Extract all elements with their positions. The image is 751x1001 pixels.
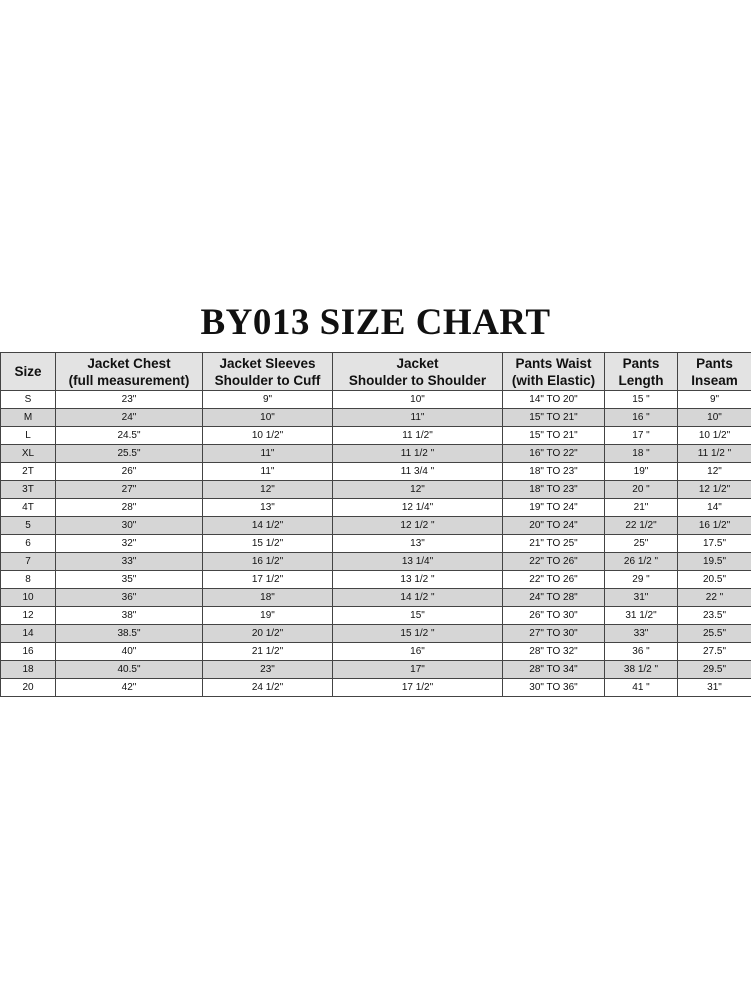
jacket-chest-cell: 38.5": [56, 625, 203, 643]
pants-length-cell: 17 ": [605, 427, 678, 445]
pants-length-cell: 31": [605, 589, 678, 607]
jacket-shoulder-cell: 15": [333, 607, 503, 625]
pants-inseam-cell: 29.5": [678, 661, 751, 679]
pants-waist-cell: 16" TO 22": [503, 445, 605, 463]
pants-length-cell: 18 ": [605, 445, 678, 463]
jacket-sleeves-cell: 18": [203, 589, 333, 607]
size-cell: 5: [1, 517, 56, 535]
jacket-shoulder-cell: 16": [333, 643, 503, 661]
header-row: [1, 353, 751, 391]
column-header-line1: Jacket Chest: [87, 355, 171, 371]
table-row: [1, 463, 751, 481]
table-row: [1, 553, 751, 571]
column-header-line1: Jacket: [396, 355, 439, 371]
jacket-shoulder-cell: 12 1/2 ": [333, 517, 503, 535]
pants-waist-cell: 14" TO 20": [503, 391, 605, 409]
pants-length-cell: 26 1/2 ": [605, 553, 678, 571]
jacket-sleeves-cell: 15 1/2": [203, 535, 333, 553]
pants-length-cell: 20 ": [605, 481, 678, 499]
jacket-shoulder-cell: 13": [333, 535, 503, 553]
jacket-sleeves-cell: 10 1/2": [203, 427, 333, 445]
pants-waist-cell: 26" TO 30": [503, 607, 605, 625]
table-row: [1, 445, 751, 463]
jacket-sleeves-cell: 12": [203, 481, 333, 499]
jacket-shoulder-cell: 11 3/4 ": [333, 463, 503, 481]
table-row: [1, 643, 751, 661]
jacket-shoulder-cell: 11": [333, 409, 503, 427]
jacket-shoulder-cell: 12 1/4": [333, 499, 503, 517]
pants-inseam-cell: 27.5": [678, 643, 751, 661]
pants-waist-cell: 22" TO 26": [503, 571, 605, 589]
pants-length-cell: 36 ": [605, 643, 678, 661]
pants-inseam-cell: 12 1/2": [678, 481, 751, 499]
jacket-shoulder-cell: 13 1/2 ": [333, 571, 503, 589]
size-cell: 18: [1, 661, 56, 679]
column-header-line2: (with Elastic): [511, 372, 596, 388]
size-cell: 20: [1, 679, 56, 697]
table-row: [1, 661, 751, 679]
pants-length-cell: 31 1/2": [605, 607, 678, 625]
pants-inseam-cell: 25.5": [678, 625, 751, 643]
jacket-sleeves-cell: 11": [203, 463, 333, 481]
size-cell: S: [1, 391, 56, 409]
table-row: [1, 409, 751, 427]
pants-inseam-cell: 16 1/2": [678, 517, 751, 535]
pants-waist-cell: 28" TO 32": [503, 643, 605, 661]
jacket-sleeves-cell: 14 1/2": [203, 517, 333, 535]
pants-inseam-cell: 12": [678, 463, 751, 481]
column-header-line1: Pants Waist: [515, 355, 592, 371]
size-cell: XL: [1, 445, 56, 463]
column-header-line2: Shoulder to Cuff: [214, 372, 321, 388]
jacket-sleeves-cell: 16 1/2": [203, 553, 333, 571]
size-cell: 10: [1, 589, 56, 607]
jacket-sleeves-cell: 9": [203, 391, 333, 409]
pants-waist-cell: 27" TO 30": [503, 625, 605, 643]
table-row: [1, 481, 751, 499]
column-header-jacket-shoulder: [333, 353, 503, 391]
column-header-line1: Jacket Sleeves: [219, 355, 316, 371]
pants-waist-cell: 24" TO 28": [503, 589, 605, 607]
size-cell: 3T: [1, 481, 56, 499]
column-header-jacket-sleeves: [203, 353, 333, 391]
size-cell: L: [1, 427, 56, 445]
table-row: [1, 517, 751, 535]
size-cell: 7: [1, 553, 56, 571]
jacket-chest-cell: 38": [56, 607, 203, 625]
jacket-chest-cell: 42": [56, 679, 203, 697]
jacket-chest-cell: 23": [56, 391, 203, 409]
pants-waist-cell: 20" TO 24": [503, 517, 605, 535]
table-row: [1, 607, 751, 625]
pants-inseam-cell: 11 1/2 ": [678, 445, 751, 463]
jacket-sleeves-cell: 21 1/2": [203, 643, 333, 661]
pants-inseam-cell: 22 ": [678, 589, 751, 607]
jacket-chest-cell: 28": [56, 499, 203, 517]
jacket-chest-cell: 24.5": [56, 427, 203, 445]
jacket-sleeves-cell: 17 1/2": [203, 571, 333, 589]
jacket-chest-cell: 24": [56, 409, 203, 427]
column-header-pants-waist: [503, 353, 605, 391]
pants-length-cell: 33": [605, 625, 678, 643]
column-header-line1: Size: [14, 364, 42, 379]
jacket-chest-cell: 25.5": [56, 445, 203, 463]
jacket-sleeves-cell: 11": [203, 445, 333, 463]
table-row: [1, 391, 751, 409]
pants-waist-cell: 15" TO 21": [503, 409, 605, 427]
size-cell: 6: [1, 535, 56, 553]
pants-length-cell: 25": [605, 535, 678, 553]
jacket-chest-cell: 32": [56, 535, 203, 553]
jacket-sleeves-cell: 24 1/2": [203, 679, 333, 697]
pants-waist-cell: 28" TO 34": [503, 661, 605, 679]
column-header-line1: Pants: [622, 355, 660, 371]
pants-length-cell: 29 ": [605, 571, 678, 589]
column-header-size: [1, 353, 56, 391]
jacket-shoulder-cell: 11 1/2 ": [333, 445, 503, 463]
size-chart-table: [0, 352, 751, 697]
column-header-pants-length: [605, 353, 678, 391]
pants-length-cell: 41 ": [605, 679, 678, 697]
table-row: [1, 571, 751, 589]
table-row: [1, 427, 751, 445]
jacket-sleeves-cell: 13": [203, 499, 333, 517]
pants-waist-cell: 15" TO 21": [503, 427, 605, 445]
column-header-line1: Pants: [696, 355, 733, 371]
pants-length-cell: 21": [605, 499, 678, 517]
pants-waist-cell: 22" TO 26": [503, 553, 605, 571]
jacket-sleeves-cell: 23": [203, 661, 333, 679]
jacket-chest-cell: 33": [56, 553, 203, 571]
column-header-line2: Length: [618, 372, 664, 388]
size-cell: 16: [1, 643, 56, 661]
jacket-sleeves-cell: 19": [203, 607, 333, 625]
jacket-shoulder-cell: 15 1/2 ": [333, 625, 503, 643]
jacket-shoulder-cell: 12": [333, 481, 503, 499]
pants-waist-cell: 19" TO 24": [503, 499, 605, 517]
jacket-shoulder-cell: 17 1/2": [333, 679, 503, 697]
size-cell: 2T: [1, 463, 56, 481]
table-row: [1, 535, 751, 553]
jacket-chest-cell: 40": [56, 643, 203, 661]
column-header-line2: (full measurement): [68, 372, 190, 388]
jacket-shoulder-cell: 14 1/2 ": [333, 589, 503, 607]
jacket-shoulder-cell: 10": [333, 391, 503, 409]
jacket-shoulder-cell: 17": [333, 661, 503, 679]
pants-length-cell: 22 1/2": [605, 517, 678, 535]
pants-inseam-cell: 20.5": [678, 571, 751, 589]
jacket-shoulder-cell: 11 1/2": [333, 427, 503, 445]
pants-inseam-cell: 23.5": [678, 607, 751, 625]
table-row: [1, 679, 751, 697]
pants-length-cell: 16 ": [605, 409, 678, 427]
jacket-sleeves-cell: 10": [203, 409, 333, 427]
pants-inseam-cell: 19.5": [678, 553, 751, 571]
pants-inseam-cell: 10 1/2": [678, 427, 751, 445]
column-header-jacket-chest: [56, 353, 203, 391]
pants-inseam-cell: 14": [678, 499, 751, 517]
pants-inseam-cell: 17.5": [678, 535, 751, 553]
table-row: [1, 589, 751, 607]
size-cell: 8: [1, 571, 56, 589]
jacket-chest-cell: 35": [56, 571, 203, 589]
pants-waist-cell: 21" TO 25": [503, 535, 605, 553]
size-cell: 12: [1, 607, 56, 625]
pants-length-cell: 15 ": [605, 391, 678, 409]
pants-length-cell: 38 1/2 ": [605, 661, 678, 679]
pants-waist-cell: 18" TO 23": [503, 481, 605, 499]
column-header-line2: Inseam: [691, 372, 738, 388]
jacket-sleeves-cell: 20 1/2": [203, 625, 333, 643]
jacket-chest-cell: 30": [56, 517, 203, 535]
jacket-shoulder-cell: 13 1/4": [333, 553, 503, 571]
table-row: [1, 499, 751, 517]
column-header-line2: Shoulder to Shoulder: [348, 372, 487, 388]
table-row: [1, 625, 751, 643]
pants-waist-cell: 18" TO 23": [503, 463, 605, 481]
column-header-pants-inseam: [678, 353, 751, 391]
jacket-chest-cell: 26": [56, 463, 203, 481]
pants-inseam-cell: 9": [678, 391, 751, 409]
pants-waist-cell: 30" TO 36": [503, 679, 605, 697]
jacket-chest-cell: 40.5": [56, 661, 203, 679]
page-title: BY013 SIZE CHART: [200, 302, 551, 343]
jacket-chest-cell: 27": [56, 481, 203, 499]
pants-inseam-cell: 10": [678, 409, 751, 427]
pants-length-cell: 19": [605, 463, 678, 481]
pants-inseam-cell: 31": [678, 679, 751, 697]
size-cell: M: [1, 409, 56, 427]
size-cell: 14: [1, 625, 56, 643]
jacket-chest-cell: 36": [56, 589, 203, 607]
size-cell: 4T: [1, 499, 56, 517]
